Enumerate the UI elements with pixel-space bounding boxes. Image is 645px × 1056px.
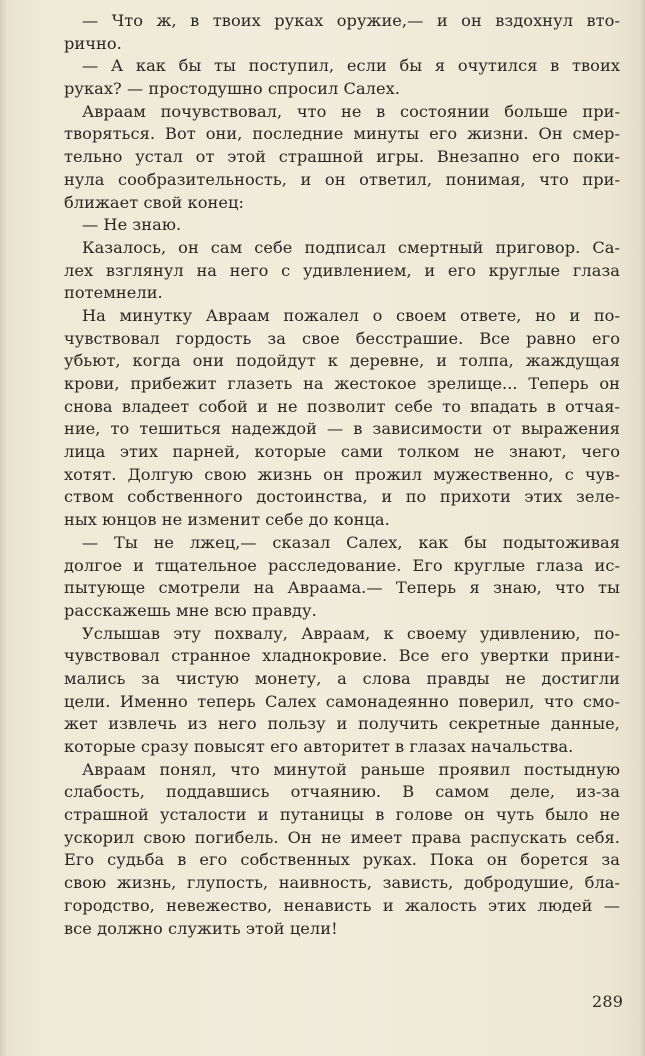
page-shadow-right	[640, 0, 645, 1056]
text-line: На минутку Авраам пожалел о своем ответе, но и по-	[82, 305, 620, 325]
page-text	[64, 10, 620, 940]
text-line: расскажешь мне всю правду.	[64, 600, 317, 620]
text-line: рично.	[64, 33, 122, 53]
text-line: чувствовал гордость за свое бесстрашие. Все равно его	[64, 328, 620, 348]
text-line: мались за чистую монету, а слова правды не достигли	[64, 668, 620, 688]
text-line: Услышав эту похвалу, Авраам, к своему удивлению, по-	[82, 623, 620, 643]
text-line: жет извлечь из него пользу и получить секретные данные,	[64, 714, 620, 734]
text-line: ближает свой конец:	[64, 192, 244, 212]
text-line: ние, то тешиться надеждой — в зависимости от выражения	[64, 419, 620, 439]
text-line: цели. Именно теперь Салех самонадеянно поверил, что смо-	[64, 691, 620, 711]
text-line: все должно служить этой цели!	[64, 918, 338, 938]
text-line: которые сразу повысят его авторитет в глазах начальства.	[64, 737, 574, 756]
text-line: руках? — простодушно спросил Салех.	[64, 79, 400, 99]
text-line: крови, прибежит глазеть на жестокое зрелище... Теперь он	[64, 374, 620, 393]
text-line: творяться. Вот они, последние минуты его жизни. Он смер-	[64, 124, 620, 144]
text-line: пытующе смотрели на Авраама.— Теперь я знаю, что ты	[64, 578, 620, 598]
text-line: убьют, когда они подойдут к деревне, и толпа, жаждущая	[64, 351, 620, 371]
text-line: нула сообразительность, и он ответил, понимая, что при-	[64, 169, 620, 189]
text-line: городство, невежество, ненависть и жалость этих людей —	[64, 895, 620, 915]
text-line: долгое и тщательное расследование. Его круглые глаза ис-	[64, 555, 620, 575]
text-line: — Не знаю.	[82, 215, 182, 235]
text-line: снова владеет собой и не позволит себе то впадать в отчая-	[64, 396, 620, 416]
text-line: — Что ж, в твоих руках оружие,— и он вздохнул вто-	[82, 11, 620, 30]
text-line: — Ты не лжец,— сказал Салех, как бы подытоживая	[82, 532, 620, 552]
text-line: лица этих парней, которые сами толком не знают, чего	[64, 442, 620, 462]
text-line: ускорил свою погибель. Он не имеет права распускать себя.	[64, 827, 620, 847]
text-line: страшной усталости и путаницы в голове он чуть было не	[64, 805, 620, 825]
page-number: 289	[592, 992, 624, 1011]
text-line: ством собственного достоинства, и по прихоти этих зеле-	[64, 487, 620, 507]
text-line: чувствовал странное хладнокровие. Все его увертки прини-	[64, 646, 620, 666]
text-line: ных юнцов не изменит себе до конца.	[64, 510, 390, 530]
text-line: хотят. Долгую свою жизнь он прожил мужественно, с чув-	[64, 464, 620, 484]
text-line: тельно устал от этой страшной игры. Внезапно его поки-	[64, 147, 620, 167]
text-line: Авраам почувствовал, что не в состоянии больше при-	[82, 101, 620, 121]
text-line: — А как бы ты поступил, если бы я очутился в твоих	[82, 56, 620, 76]
page-shadow-left	[0, 0, 7, 1056]
text-line: слабость, поддавшись отчаянию. В самом деле, из-за	[64, 782, 620, 802]
text-line: потемнели.	[64, 283, 163, 303]
text-line: Авраам понял, что минутой раньше проявил постыдную	[82, 759, 620, 779]
text-line: Его судьба в его собственных руках. Пока он борется за	[64, 850, 620, 870]
text-line: Казалось, он сам себе подписал смертный приговор. Са-	[82, 237, 620, 257]
text-line: свою жизнь, глупость, наивность, зависть, добродушие, бла-	[64, 873, 620, 893]
text-line: лех взглянул на него с удивлением, и его круглые глаза	[64, 260, 620, 280]
